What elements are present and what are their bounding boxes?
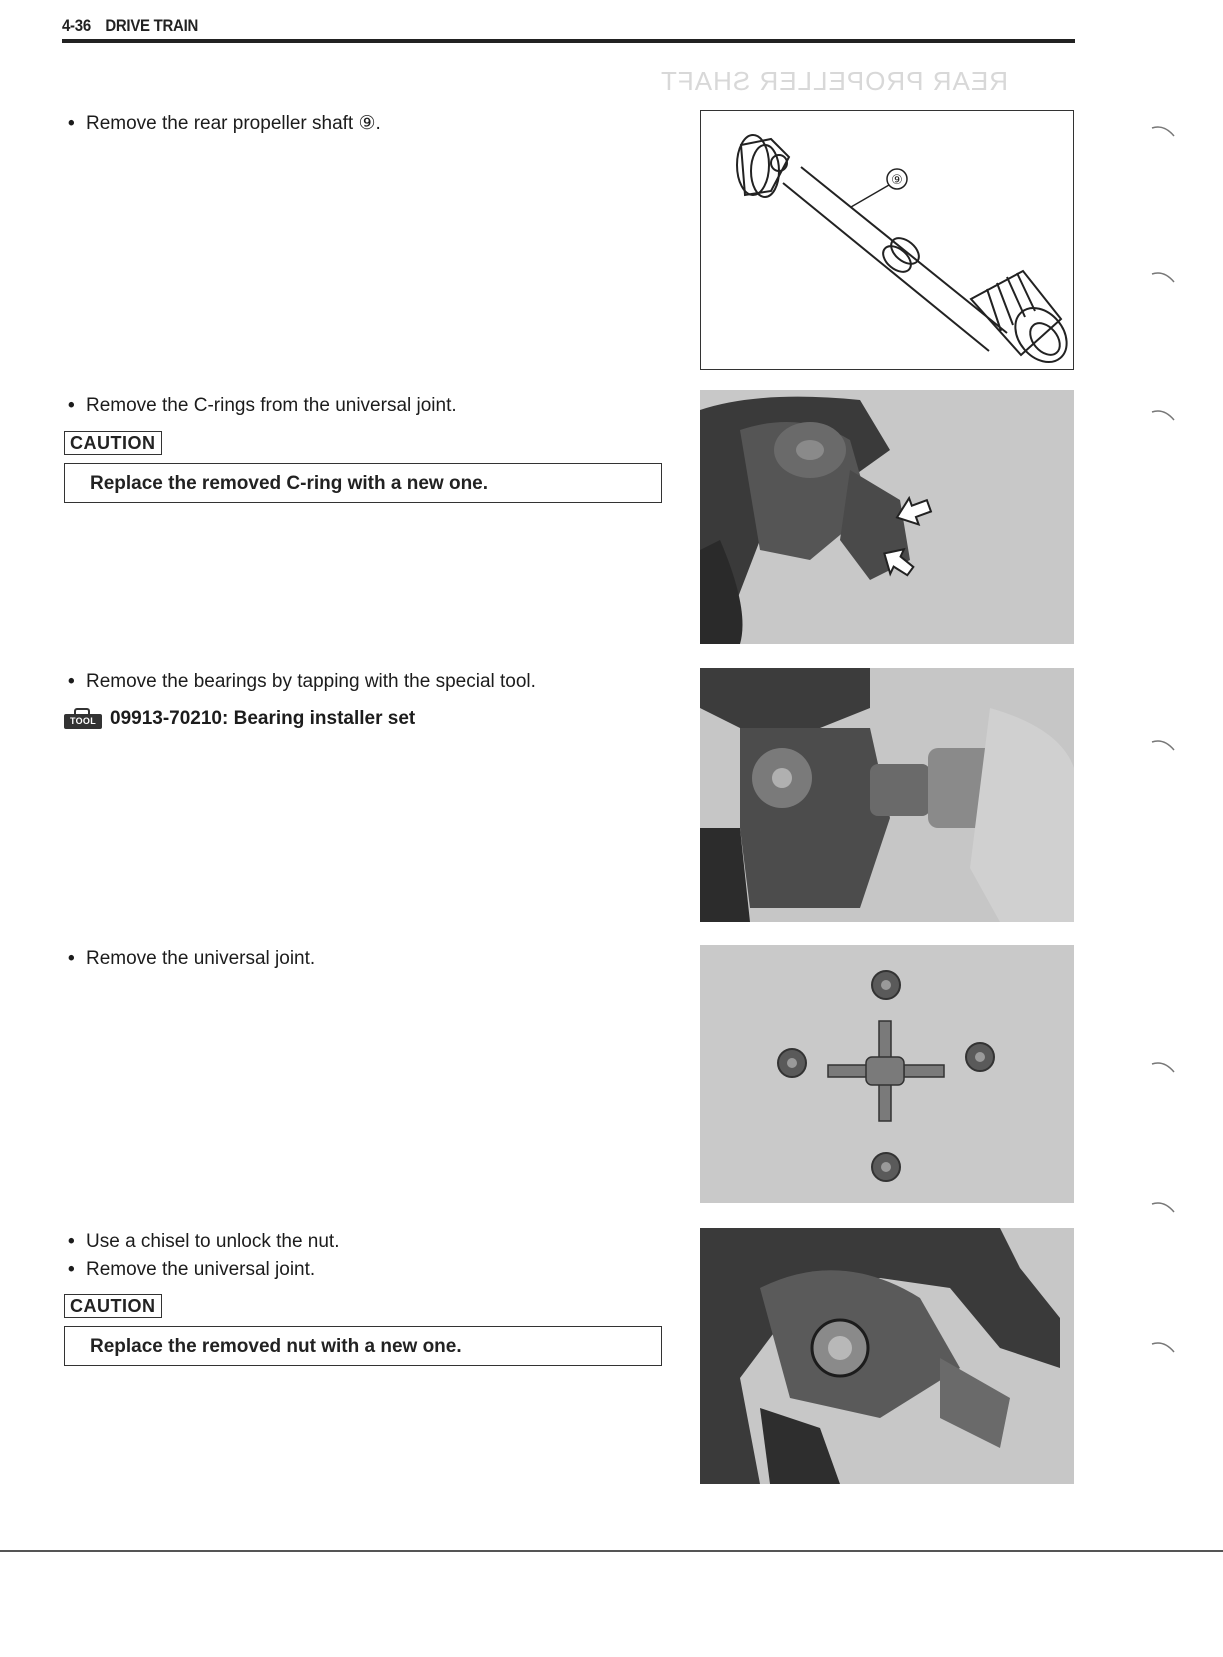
special-tool-line [64,708,415,730]
photo-c-rings-drawing [700,390,1074,644]
photo-nut-yoke-drawing [700,1228,1074,1484]
photo-joint-parts-drawing [700,945,1074,1203]
photo-c-rings [700,390,1074,644]
bleed-through-title: REAR PROPELLER SHAFT [660,66,1008,96]
page-header [62,16,198,36]
margin-mark [1150,1200,1176,1214]
margin-mark [1150,270,1176,284]
step-chisel-unlock-nut: • Use a chisel to unlock the nut. [68,1231,340,1252]
tool-name: 09913-70210: Bearing installer set [110,708,416,729]
caution-box: Replace the removed nut with a new one. [64,1326,662,1366]
margin-mark [1150,124,1176,138]
step-remove-bearings: • Remove the bearings by tapping with the special tool. [68,671,536,692]
step-remove-universal-joint: • Remove the universal joint. [68,948,316,969]
margin-mark [1150,1340,1176,1354]
caution-box: Replace the removed C-ring with a new one. [64,463,662,503]
margin-mark [1150,738,1176,752]
caution-label: CAUTION [64,1294,162,1318]
step-remove-rear-shaft: • Remove the rear propeller shaft ⑨. [68,113,381,134]
photo-universal-joint-parts [700,945,1074,1203]
tool-icon: TOOL [64,708,104,730]
figure-propeller-shaft [700,110,1074,370]
bullet-icon: • [68,948,75,969]
bullet-icon: • [68,671,75,692]
margin-mark [1150,1060,1176,1074]
propeller-shaft-drawing [701,111,1072,368]
photo-nut-yoke [700,1228,1074,1484]
photo-tapping-bearings [700,668,1074,922]
step-remove-c-rings: • Remove the C-rings from the universal joint. [68,395,457,416]
header-rule [62,39,1075,43]
page-number: 4-36 [62,16,91,35]
bullet-icon: • [68,113,75,134]
bullet-icon: • [68,395,75,416]
margin-mark [1150,408,1176,422]
step-remove-universal-joint-2: • Remove the universal joint. [68,1259,316,1280]
section-title: DRIVE TRAIN [105,16,199,35]
footer-rule [0,1550,1223,1552]
photo-bearings-drawing [700,668,1074,922]
bullet-icon: • [68,1259,75,1280]
callout-9: ⑨ [891,173,903,188]
bullet-icon: • [68,1231,75,1252]
caution-label: CAUTION [64,431,162,455]
